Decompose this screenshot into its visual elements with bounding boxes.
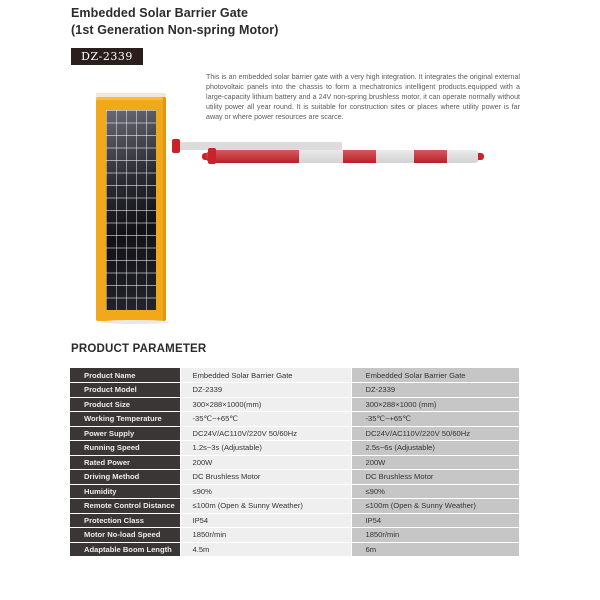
parameter-name: Power Supply bbox=[70, 426, 180, 441]
boom-arm-cap bbox=[172, 139, 180, 153]
value-model-2: -35℃~+65℃ bbox=[351, 412, 519, 427]
value-model-1: 200W bbox=[180, 455, 351, 470]
value-model-2: DC Brushless Motor bbox=[351, 470, 519, 485]
parameter-table bbox=[70, 368, 519, 557]
value-model-2: 2.5s~6s (Adjustable) bbox=[351, 441, 519, 456]
parameter-name: Rated Power bbox=[70, 455, 180, 470]
parameter-name: Motor No-load Speed bbox=[70, 528, 180, 543]
table-row bbox=[70, 499, 519, 514]
barrier-boom bbox=[206, 150, 480, 163]
parameter-name: Product Model bbox=[70, 383, 180, 398]
product-subtitle: (1st Generation Non-spring Motor) bbox=[71, 23, 279, 37]
parameter-name: Remote Control Distance bbox=[70, 499, 180, 514]
value-model-1: DC24V/AC110V/220V 50/60Hz bbox=[180, 426, 351, 441]
value-model-2: ≤90% bbox=[351, 484, 519, 499]
value-model-2: 1850r/min bbox=[351, 528, 519, 543]
value-model-2: DC24V/AC110V/220V 50/60Hz bbox=[351, 426, 519, 441]
table-row bbox=[70, 412, 519, 427]
value-model-1: 300×288×1000(mm) bbox=[180, 397, 351, 412]
cabinet-shadow bbox=[100, 320, 170, 324]
value-model-2: Embedded Solar Barrier Gate bbox=[351, 368, 519, 383]
value-model-2: IP54 bbox=[351, 513, 519, 528]
parameter-name: Protection Class bbox=[70, 513, 180, 528]
parameter-name: Running Speed bbox=[70, 441, 180, 456]
value-model-1: ≤90% bbox=[180, 484, 351, 499]
product-description: This is an embedded solar barrier gate with a very high integration. It integrates the original external photovoltaic panels into the chassis to form a mechatronics intelligent products.equipped with a large-capacity lithium battery and a 24V non-spring brushless motor, it can operate normally without utility power all year round. It is suitable for construction sites or places where utility power is far away or where power resources are scarce. bbox=[206, 73, 520, 122]
table-row bbox=[70, 542, 519, 557]
parameter-name: Driving Method bbox=[70, 470, 180, 485]
value-model-1: DC Brushless Motor bbox=[180, 470, 351, 485]
parameter-name: Product Name bbox=[70, 368, 180, 383]
parameter-name: Adaptable Boom Length bbox=[70, 542, 180, 557]
value-model-1: IP54 bbox=[180, 513, 351, 528]
value-model-1: 4.5m bbox=[180, 542, 351, 557]
value-model-1: 1.2s~3s (Adjustable) bbox=[180, 441, 351, 456]
parameter-name: Working Temperature bbox=[70, 412, 180, 427]
value-model-2: ≤100m (Open & Sunny Weather) bbox=[351, 499, 519, 514]
value-model-1: DZ-2339 bbox=[180, 383, 351, 398]
boom-tip-right bbox=[478, 153, 484, 160]
value-model-2: DZ-2339 bbox=[351, 383, 519, 398]
model-badge: DZ-2339 bbox=[71, 48, 143, 65]
section-title: PRODUCT PARAMETER bbox=[71, 343, 207, 355]
table-row bbox=[70, 470, 519, 485]
table-row bbox=[70, 441, 519, 456]
value-model-2: 300×288×1000 (mm) bbox=[351, 397, 519, 412]
solar-panel-icon bbox=[106, 110, 156, 310]
value-model-1: 1850r/min bbox=[180, 528, 351, 543]
table-row bbox=[70, 426, 519, 441]
value-model-2: 6m bbox=[351, 542, 519, 557]
value-model-1: ≤100m (Open & Sunny Weather) bbox=[180, 499, 351, 514]
table-row bbox=[70, 368, 519, 383]
value-model-2: 200W bbox=[351, 455, 519, 470]
table-row bbox=[70, 484, 519, 499]
parameter-name: Product Size bbox=[70, 397, 180, 412]
table-row bbox=[70, 455, 519, 470]
boom-shine bbox=[206, 150, 480, 163]
boom-arm-upper bbox=[172, 142, 342, 150]
boom-connector bbox=[208, 148, 216, 164]
value-model-1: Embedded Solar Barrier Gate bbox=[180, 368, 351, 383]
table-row bbox=[70, 383, 519, 398]
table-row bbox=[70, 528, 519, 543]
parameter-name: Humidity bbox=[70, 484, 180, 499]
product-title: Embedded Solar Barrier Gate bbox=[71, 6, 249, 20]
table-row bbox=[70, 397, 519, 412]
value-model-1: -35℃~+65℃ bbox=[180, 412, 351, 427]
table-row bbox=[70, 513, 519, 528]
